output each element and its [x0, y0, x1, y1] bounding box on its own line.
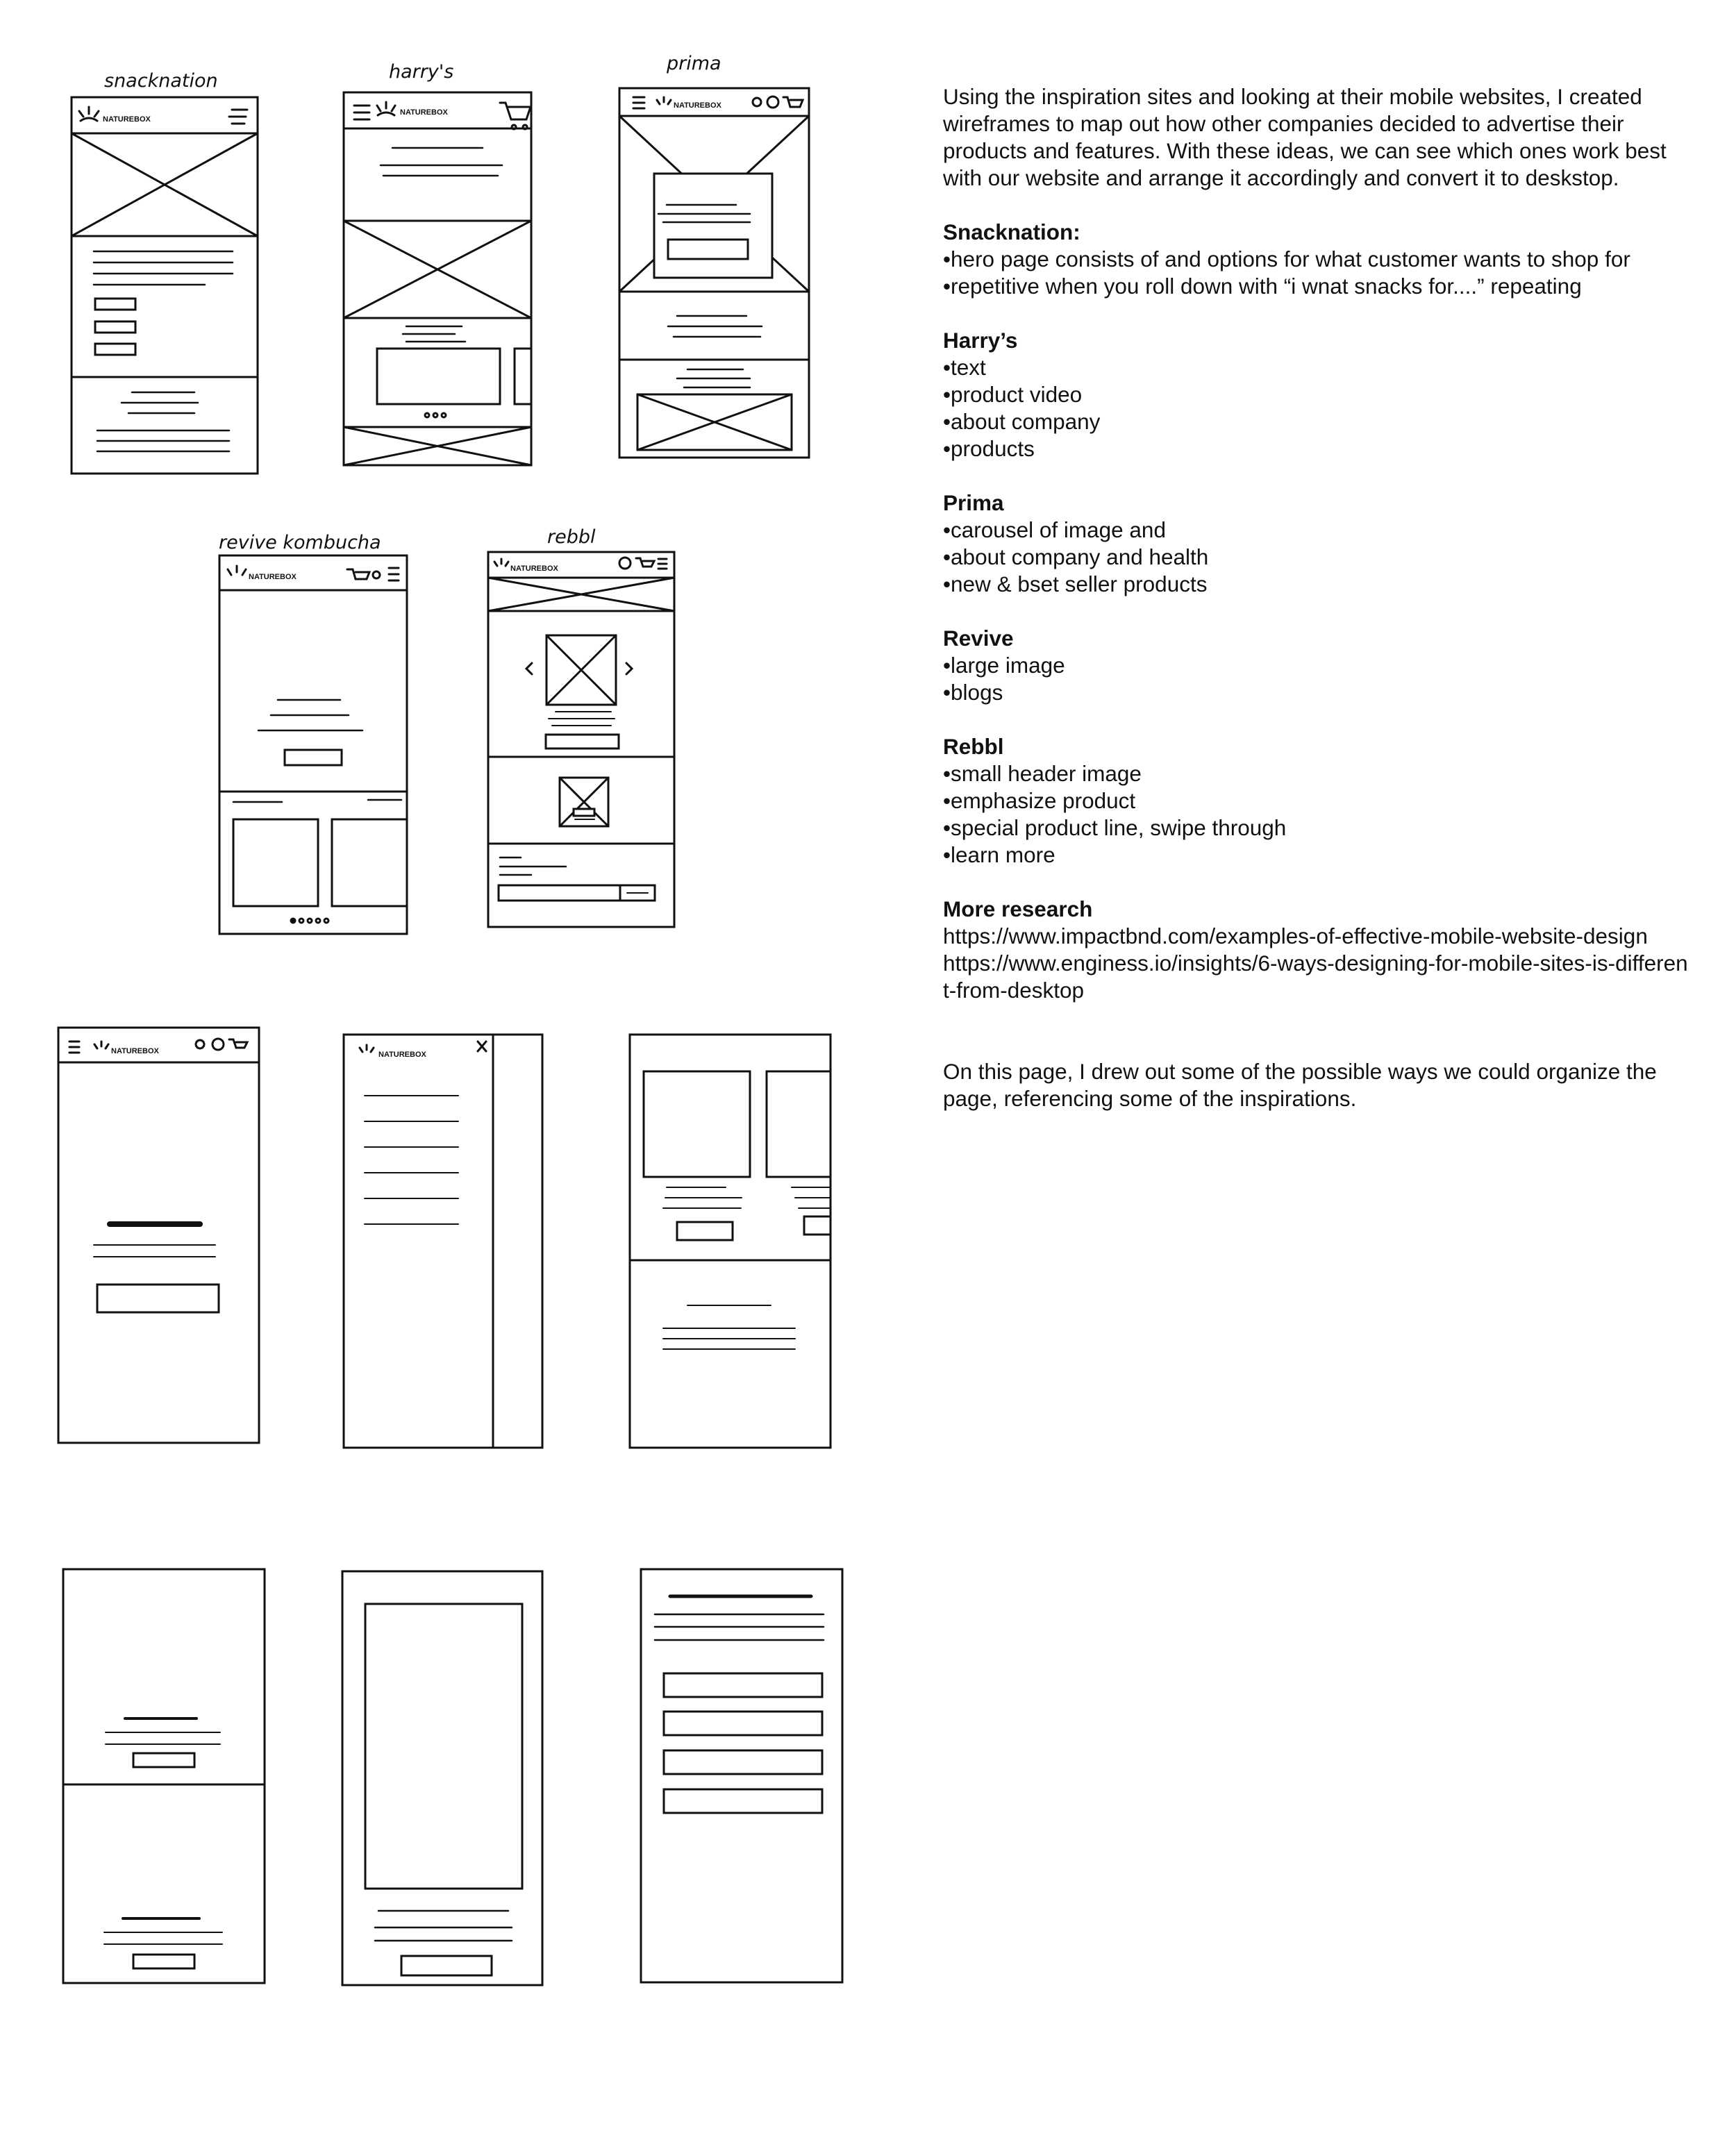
wireframe-revive [219, 532, 407, 934]
option-button [664, 1712, 822, 1735]
label-rebbl: rebbl [547, 526, 596, 548]
list-item: • learn more [943, 842, 1693, 869]
carousel-card [654, 174, 772, 278]
wireframe-option-1 [58, 1028, 259, 1443]
research-link[interactable]: https://www.enginess.io/insights/6-ways-designing-for-mobile-sites-is-different-from-desktop [943, 951, 1688, 1003]
logo [360, 1045, 427, 1059]
logo [94, 1042, 160, 1055]
section-snacknation [943, 219, 1693, 300]
menu-icon [69, 1042, 79, 1053]
list-item: • large image [943, 652, 1693, 679]
wireframe-option-2-menu [344, 1035, 542, 1448]
list-item: • special product line, swipe through [943, 814, 1693, 842]
cart-icon [500, 103, 531, 129]
wireframe-harrys [344, 61, 531, 465]
svg-text:NATUREBOX: NATUREBOX [674, 101, 721, 110]
search-icon [753, 98, 761, 106]
wireframe-option-3 [630, 1035, 831, 1448]
list-item: • new & bset seller products [943, 571, 1693, 598]
wireframe-option-5 [342, 1571, 542, 1985]
section-revive [943, 625, 1693, 706]
wireframe-snacknation [72, 70, 258, 474]
section-heading: Prima [943, 490, 1004, 515]
wireframe-prima [619, 53, 809, 458]
section-heading: Rebbl [943, 734, 1004, 759]
label-prima: prima [667, 53, 721, 74]
list-item: • hero page consists of and options for what customer wants to shop for [943, 246, 1693, 273]
logo [377, 102, 449, 117]
section-harrys [943, 327, 1693, 462]
cta-button [97, 1285, 219, 1312]
account-icon [619, 558, 631, 569]
blog-card [233, 819, 318, 906]
account-icon [212, 1039, 224, 1050]
label-harrys: harry's [389, 61, 454, 83]
logo [79, 107, 151, 124]
label-revive: revive kombucha [219, 532, 381, 553]
svg-text:NATUREBOX: NATUREBOX [510, 564, 558, 573]
option-button [664, 1789, 822, 1813]
section-heading: More research [943, 896, 1093, 921]
section-prima [943, 490, 1693, 598]
menu-icon [229, 110, 247, 124]
menu-icon [354, 106, 369, 119]
section-rebbl [943, 733, 1693, 869]
cart-icon [347, 569, 369, 579]
account-icon [373, 571, 380, 578]
blog-card [332, 819, 407, 906]
list-item: • carousel of image and [943, 517, 1693, 544]
cta-button [401, 1956, 492, 1975]
option-button [664, 1750, 822, 1774]
svg-text:NATUREBOX: NATUREBOX [249, 573, 297, 581]
menu-icon [389, 568, 399, 580]
list-item: • product video [943, 381, 1693, 408]
svg-text:NATUREBOX: NATUREBOX [400, 108, 448, 117]
cta-button [285, 750, 342, 765]
svg-text:NATUREBOX: NATUREBOX [111, 1047, 159, 1055]
close-icon [478, 1042, 486, 1051]
cart-icon [783, 97, 803, 107]
label-snacknation: snacknation [104, 70, 218, 92]
notes-panel [943, 83, 1693, 1112]
hero-image [365, 1604, 522, 1889]
closing-text: On this page, I drew out some of the possible ways we could organize the page, referencing some of the inspirations. [943, 1059, 1657, 1111]
logo [228, 566, 297, 581]
list-item: • repetitive when you roll down with “i wnat snacks for....” repeating [943, 273, 1693, 300]
product-card [644, 1071, 750, 1177]
logo [494, 559, 559, 573]
list-item: • text [943, 354, 1693, 381]
wireframe-option-6 [641, 1569, 842, 1982]
logo [657, 97, 722, 110]
menu-icon [633, 97, 644, 108]
svg-text:NATUREBOX: NATUREBOX [378, 1051, 426, 1059]
list-item: • small header image [943, 760, 1693, 787]
search-icon [196, 1040, 204, 1048]
wireframe-rebbl [488, 526, 674, 927]
intro-text: Using the inspiration sites and looking at their mobile websites, I created wireframes to map out how other companies decided to advertise their products and features. With these ideas, we can see which ones work best with our website and arrange it accordingly and convert it to deskstop. [943, 84, 1667, 190]
cart-icon [229, 1039, 247, 1048]
section-heading: Harry’s [943, 328, 1018, 353]
section-research [943, 896, 1693, 1004]
list-item: • about company and health [943, 544, 1693, 571]
wireframe-option-4 [63, 1569, 265, 1983]
research-link[interactable]: https://www.impactbnd.com/examples-of-effective-mobile-website-design [943, 923, 1648, 948]
section-heading: Revive [943, 626, 1014, 651]
product-card [377, 349, 500, 404]
cart-icon [636, 558, 654, 567]
list-item: • emphasize product [943, 787, 1693, 814]
list-item: • blogs [943, 679, 1693, 706]
list-item: • products [943, 435, 1693, 462]
section-heading: Snacknation: [943, 219, 1080, 244]
list-item: • about company [943, 408, 1693, 435]
option-button [664, 1673, 822, 1697]
svg-text:NATUREBOX: NATUREBOX [103, 115, 151, 124]
menu-icon [658, 559, 667, 569]
account-icon [767, 97, 778, 108]
